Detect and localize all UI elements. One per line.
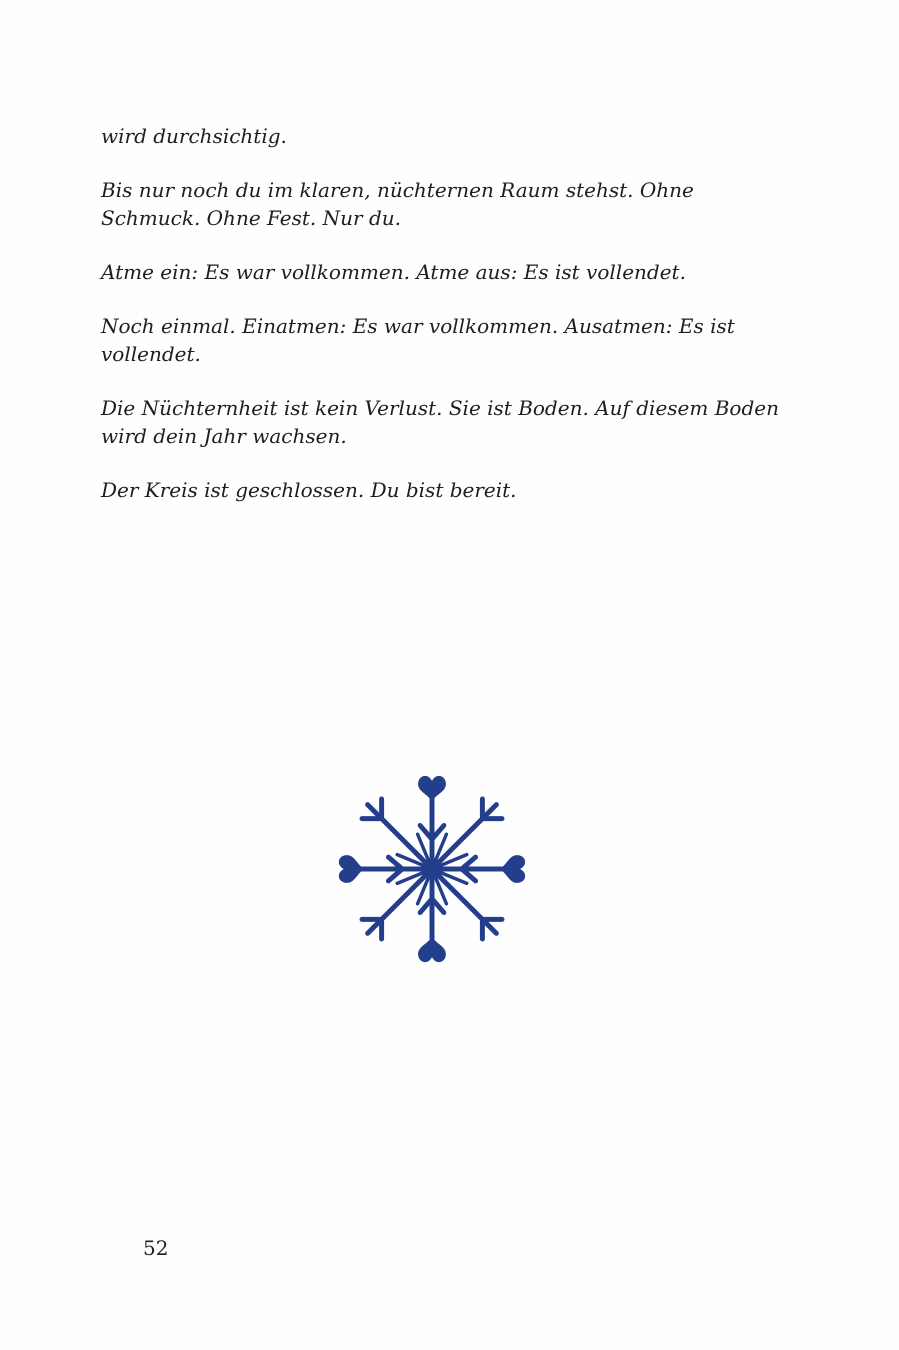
page-number: 52 (143, 1236, 169, 1260)
paragraph: wird durchsichtig. (101, 124, 287, 148)
snowflake-icon (333, 770, 531, 968)
body-text (101, 122, 781, 530)
paragraph: Noch einmal. Einatmen: Es war vollkommen. Ausatmen: Es ist vollendet. (101, 314, 735, 366)
paragraph: Der Kreis ist geschlossen. Du bist bereit. (101, 478, 517, 502)
paragraph: Die Nüchternheit ist kein Verlust. Sie ist Boden. Auf diesem Boden wird dein Jahr wachsen. (101, 396, 779, 448)
paragraph: Bis nur noch du im klaren, nüchternen Raum stehst. Ohne Schmuck. Ohne Fest. Nur du. (101, 178, 694, 230)
paragraph: Atme ein: Es war vollkommen. Atme aus: Es ist vollendet. (101, 260, 686, 284)
